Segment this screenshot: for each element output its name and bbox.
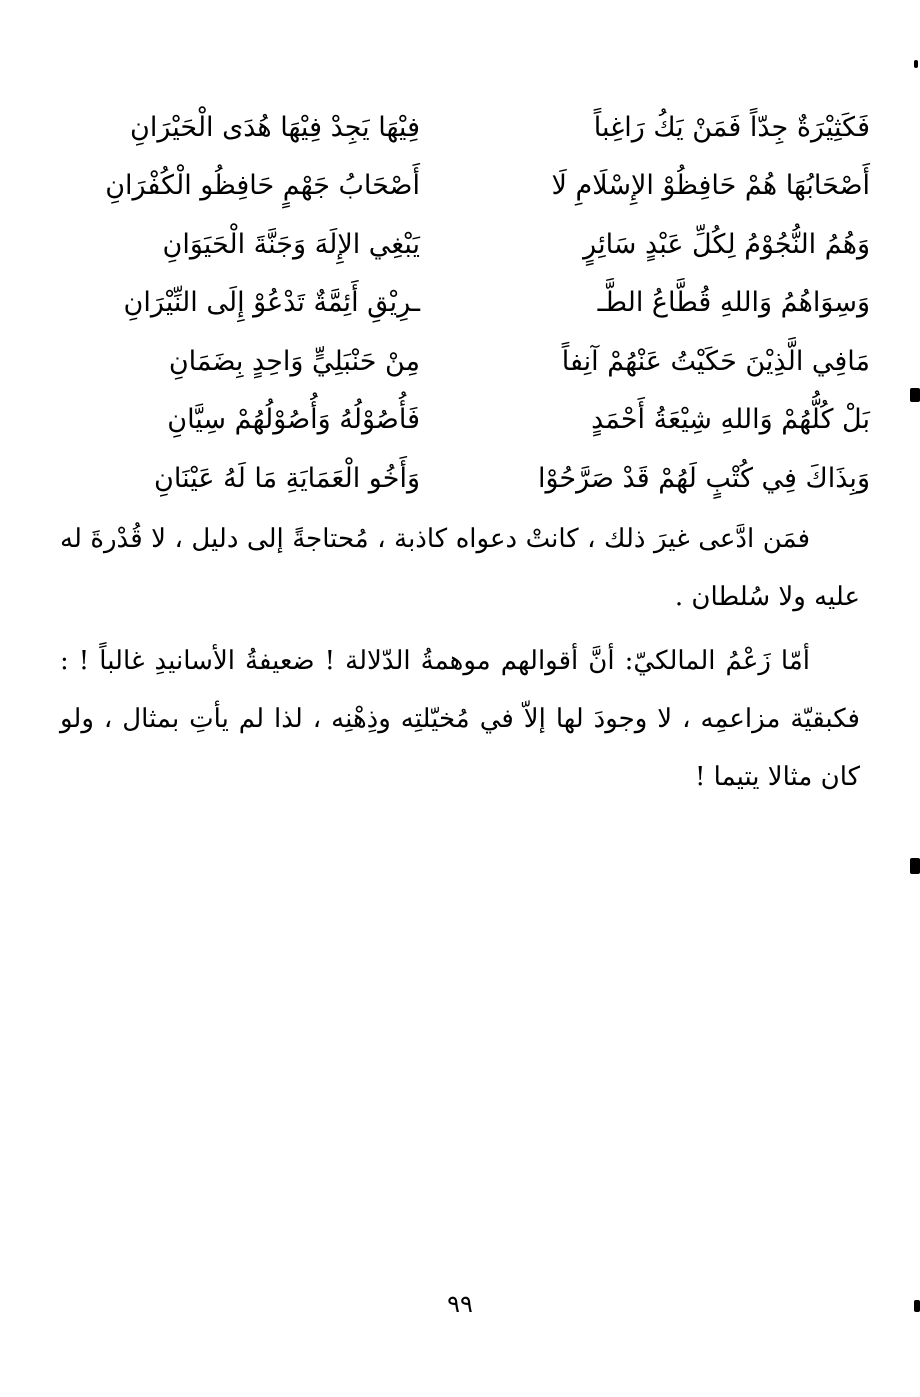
verse-second-hemistich: ـرِيْقِ أَئِمَّةٌ تَدْعُوْ إِلَى النِّيْرَانِ bbox=[123, 287, 420, 319]
poem-verse bbox=[60, 215, 870, 274]
verse-first-hemistich: وَسِوَاهُمُ وَاللهِ قُطَّاعُ الطَّـ bbox=[597, 287, 870, 319]
verse-second-hemistich: أَصْحَابُ جَهْمٍ حَافِظُو الْكُفْرَانِ bbox=[105, 170, 420, 202]
verse-first-hemistich: أَصْحَابُهَا هُمْ حَافِظُوْ الإِسْلَامِ لَا bbox=[551, 170, 870, 202]
scan-edge-mark bbox=[910, 858, 920, 874]
verse-first-hemistich: وَبِذَاكَ فِي كُتْبٍ لَهُمْ قَدْ صَرَّحُوْا bbox=[537, 462, 870, 494]
prose-block bbox=[60, 510, 860, 806]
poem-verse bbox=[60, 332, 870, 391]
poem-verse bbox=[60, 157, 870, 216]
prose-paragraph: أمّا زَعْمُ المالكيّ: أنَّ أقوالهم موهمةُ الدّلالة ! ضعيفةُ الأسانيدِ غالباً ! : فكبقيّة مزاعمِه ، لا وجودَ لها إلاّ في مُخيّلتِه وذِهْنِه ، لذا لم يأتِ بمثال ، ولو كان مثالا يتيما ! bbox=[60, 646, 860, 792]
poem-verse bbox=[60, 391, 870, 450]
verse-second-hemistich: وَأَخُو الْعَمَايَةِ مَا لَهُ عَيْنَانِ bbox=[154, 462, 420, 494]
page-number: ٩٩ bbox=[447, 1290, 473, 1318]
scan-edge-mark bbox=[910, 388, 920, 402]
verse-first-hemistich: فَكَثِيْرَةٌ جِدّاً فَمَنْ يَكُ رَاغِباً bbox=[593, 111, 870, 143]
scan-edge-mark bbox=[914, 60, 918, 68]
verse-second-hemistich: فَأُصُوْلُهُ وَأُصُوْلُهُمْ سِيَّانِ bbox=[167, 404, 420, 436]
verse-second-hemistich: فِيْهَا يَجِدْ فِيْهَا هُدَى الْحَيْرَانِ bbox=[130, 111, 420, 143]
verse-first-hemistich: بَلْ كُلُّهُمْ وَاللهِ شِيْعَةُ أَحْمَدٍ bbox=[591, 404, 870, 436]
verse-second-hemistich: مِنْ حَنْبَلِيٍّ وَاحِدٍ بِضَمَانِ bbox=[168, 345, 420, 377]
verse-first-hemistich: مَافِي الَّذِيْنَ حَكَيْتُ عَنْهُمْ آنِفاً bbox=[561, 345, 870, 377]
verse-first-hemistich: وَهُمُ النُّجُوْمُ لِكُلِّ عَبْدٍ سَائِرٍ bbox=[583, 228, 870, 260]
poem-block bbox=[60, 98, 870, 508]
verse-second-hemistich: يَبْغِي الإِلَهَ وَجَنَّةَ الْحَيَوَانِ bbox=[162, 228, 420, 260]
poem-verse bbox=[60, 98, 870, 157]
scan-edge-mark bbox=[914, 1300, 920, 1312]
prose-paragraph: فمَن ادَّعى غيرَ ذلك ، كانتْ دعواه كاذبة ، مُحتاجةً إلى دليل ، لا قُدْرةَ له عليه ولا سُلطان . bbox=[60, 524, 860, 612]
poem-verse bbox=[60, 449, 870, 508]
poem-verse bbox=[60, 274, 870, 333]
